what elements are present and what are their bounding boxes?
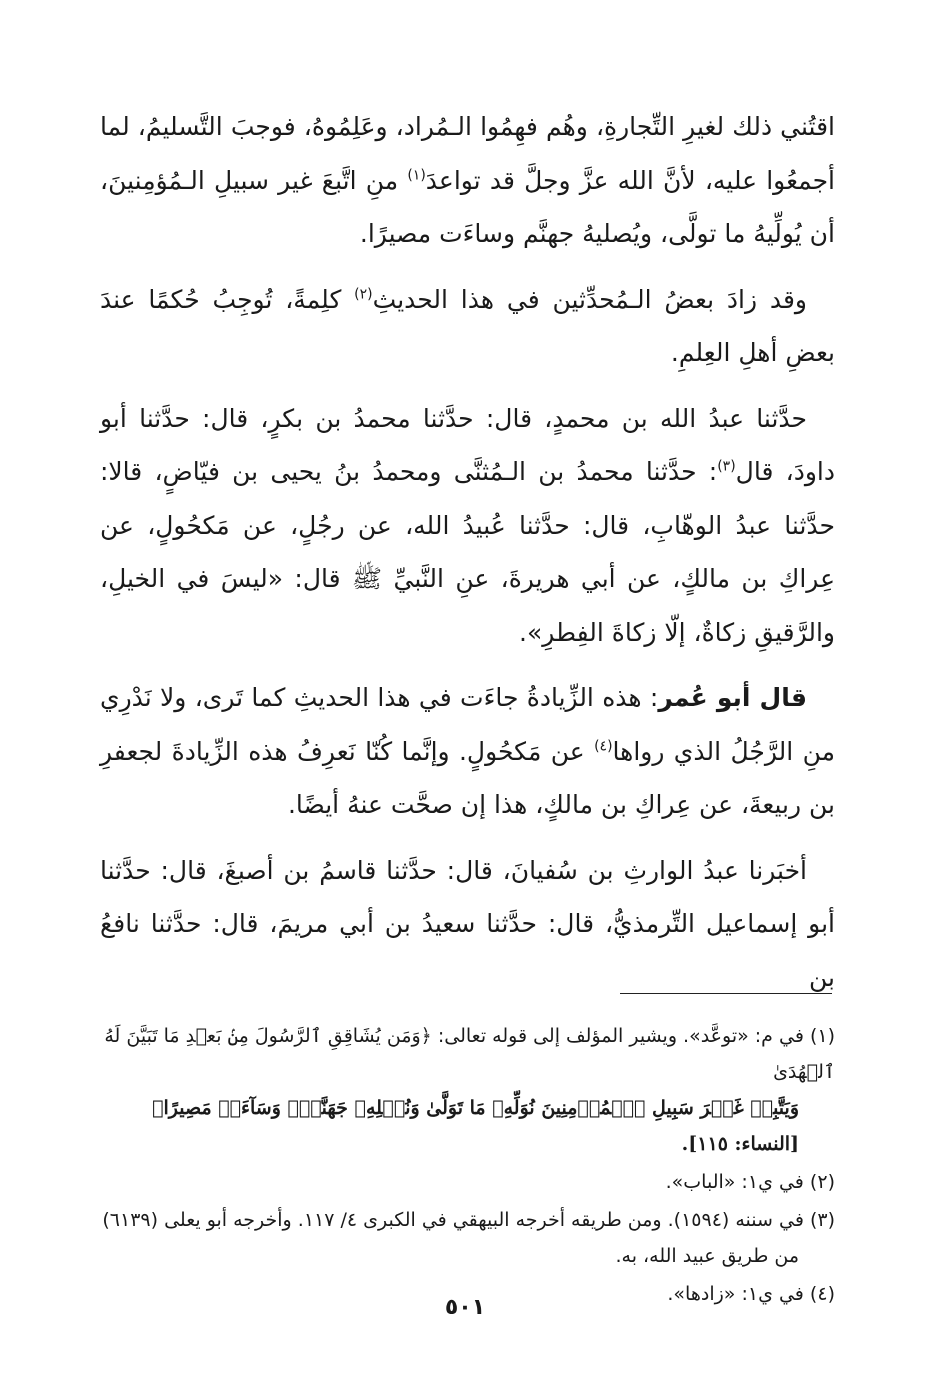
page-number: ٥٠١ — [444, 1295, 486, 1320]
paragraph-4 — [100, 671, 835, 832]
paragraph-1-text-cont: منِ اتَّبعَ غير سبيلِ الـمُؤمِنينَ، أن يُولِّيهُ ما تولَّى، ويُصليهُ جهنَّم وساءَت مصيرًا. — [100, 165, 835, 248]
paragraph-4-text: : هذه الزِّيادةُ جاءَت في هذا الحديثِ كما تَرى، ولا نَدْرِي منِ الرَّجُلُ الذي رواها — [100, 683, 835, 766]
footnotes — [100, 1018, 835, 1314]
paragraph-3-text: حدَّثنا عبدُ الله بن محمدٍ، قال: حدَّثنا محمدُ بن بكرٍ، قال: حدَّثنا أبو داودَ، قال — [100, 403, 835, 486]
paragraph-3-text-cont: : حدَّثنا محمدُ بن الـمُثنَّى ومحمدُ بنُ يحيى بن فيّاضٍ، قالا: حدَّثنا عبدُ الوهّابِ، قال: حدَّثنا عُبيدُ الله، عن رجُلٍ، عن مَكحُولٍ، عن عِراكِ بن مالكٍ، عن أبي هريرةَ، عنِ النَّبيِّ ﷺ قال: «ليسَ في الخيلِ، والرَّقيقِ زكاةٌ، إلّا زكاةَ الفِطرِ». — [100, 457, 835, 647]
paragraph-4-text-cont: عن مَكحُولٍ. وإنَّما كُنّا نَعرِفُ هذه الزِّيادةَ لجعفرِ بن ربيعةَ، عن عِراكِ بن مالكٍ، هذا إن صحَّت عنهُ أيضًا. — [100, 736, 835, 819]
main-text — [100, 100, 835, 1016]
footnote-separator — [620, 993, 832, 994]
footnote-2 — [100, 1164, 835, 1200]
footnote-2-line-1: (٢) في ي١: «الباب». — [665, 1171, 835, 1193]
footnote-ref-2: (٢) — [354, 286, 373, 303]
footnote-ref-4: (٤) — [594, 738, 613, 755]
footnote-ref-3: (٣) — [717, 458, 736, 475]
footnote-1-line-1: (١) في م: «توعَّد». ويشير المؤلف إلى قوله تعالى: ﴿وَمَن يُشَاقِقِ ٱلرَّسُولَ مِنۢ بَعۡدِ مَا تَبَيَّنَ لَهُ ٱلۡهُدَىٰ — [104, 1025, 835, 1083]
footnote-1 — [100, 1018, 835, 1162]
footnote-3-line-1: (٣) في سننه (١٥٩٤). ومن طريقه أخرجه البيهقي في الكبرى ٤/ ١١٧. وأخرجه أبو يعلى (٦١٣٩) — [102, 1209, 835, 1231]
paragraph-2 — [100, 273, 835, 380]
footnote-3-line-2: من طريق عبيد الله، به. — [615, 1245, 799, 1267]
paragraph-5-text: أخبَرنا عبدُ الوارثِ بن سُفيانَ، قال: حدَّثنا قاسمُ بن أصبغَ، قال: حدَّثنا أبو إسماعيل التِّرمذيُّ، قال: حدَّثنا سعيدُ بن أبي مريمَ، قال: حدَّثنا نافعُ بن — [100, 855, 835, 992]
footnote-3 — [100, 1202, 835, 1274]
footnote-1-line-2: وَيَتَّبِعۡ غَيۡرَ سَبِيلِ ٱلۡمُؤۡمِنِينَ نُوَلِّهِۦ مَا تَوَلَّىٰ وَنُصۡلِهِۦ جَهَنَّمَۖ وَسَآءَتۡ مَصِيرًا﴾ [النساء: ١١٥]. — [152, 1097, 799, 1155]
paragraph-1 — [100, 100, 835, 261]
footnote-4-line-1: (٤) في ي١: «زادها». — [667, 1283, 835, 1305]
paragraph-4-lead: قال أبو عُمر — [658, 683, 807, 712]
paragraph-3 — [100, 392, 835, 660]
paragraph-5 — [100, 844, 835, 1005]
paragraph-1-text: اقتُني ذلك لغيرِ التِّجارةِ، وهُم فهِمُوا الـمُراد، وعَلِمُوهُ، فوجبَ التَّسليمُ، لما أجمعُوا عليه، لأنَّ الله عزَّ وجلَّ قد تواعدَ — [100, 112, 836, 195]
paragraph-2-text: وقد زادَ بعضُ الـمُحدِّثين في هذا الحديثِ — [372, 284, 807, 314]
footnote-ref-1: (١) — [407, 167, 426, 184]
paragraph-2-text-cont: كلِمةً، تُوجِبُ حُكمًا عندَ بعضِ أهلِ العِلمِ. — [100, 284, 835, 367]
